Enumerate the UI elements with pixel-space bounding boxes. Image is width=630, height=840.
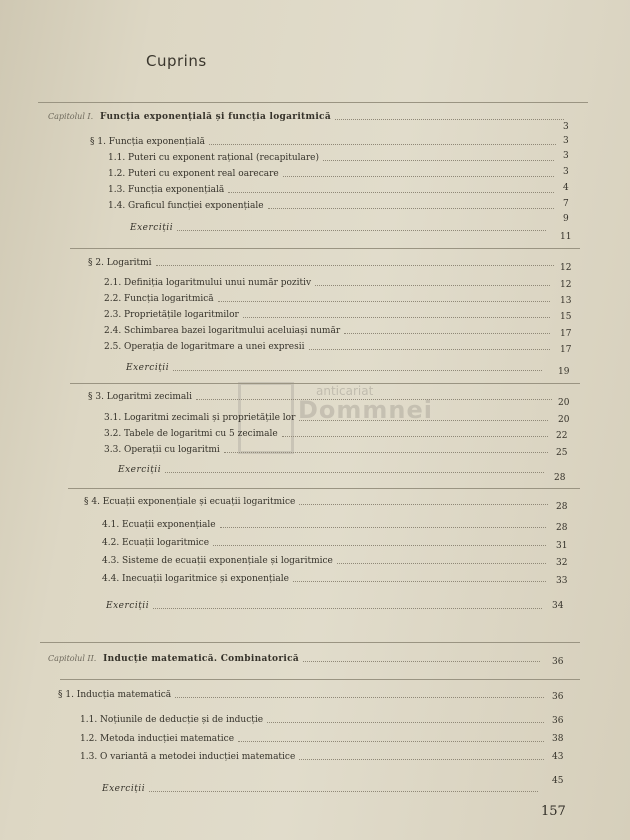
section-label: § 3. Logaritmi zecimali bbox=[88, 392, 193, 402]
divider bbox=[40, 642, 580, 643]
dot-leader bbox=[149, 791, 538, 792]
section-page-number: 36 bbox=[552, 692, 564, 702]
exercise-page-number: 11 bbox=[560, 232, 572, 242]
chapter-page-number: 3 bbox=[563, 122, 569, 132]
dot-leader bbox=[228, 192, 554, 193]
divider bbox=[70, 383, 580, 384]
dot-leader bbox=[293, 581, 546, 582]
exercise-page-number: 34 bbox=[552, 601, 564, 611]
dot-leader bbox=[344, 333, 550, 334]
divider bbox=[60, 679, 580, 680]
toc-item bbox=[80, 712, 548, 726]
toc-item bbox=[102, 517, 550, 531]
toc-exercise bbox=[102, 781, 542, 795]
toc-item bbox=[104, 410, 552, 424]
dot-leader bbox=[243, 317, 550, 318]
item-page-number: 4 bbox=[563, 183, 569, 193]
item-label: 1.1. Puteri cu exponent rațional (recapitulare) bbox=[108, 153, 320, 163]
item-label: 2.4. Schimbarea bazei logaritmului aceluiași număr bbox=[104, 326, 341, 336]
toc-item bbox=[104, 426, 552, 440]
dot-leader bbox=[299, 420, 548, 421]
item-page-number: 9 bbox=[563, 214, 569, 224]
toc-item bbox=[80, 749, 548, 763]
exercise-label: Exerciții bbox=[126, 363, 170, 373]
watermark-small-text: anticariat bbox=[316, 384, 374, 398]
dot-leader bbox=[315, 285, 550, 286]
toc-item bbox=[104, 323, 554, 337]
section-page-number: 3 bbox=[563, 136, 569, 146]
dot-leader bbox=[165, 472, 544, 473]
divider bbox=[70, 248, 580, 249]
item-page-number: 33 bbox=[556, 576, 568, 586]
item-label: 3.1. Logaritmi zecimali și proprietățile lor bbox=[104, 413, 296, 423]
toc-item bbox=[104, 442, 552, 456]
section-page-number: 12 bbox=[560, 263, 572, 273]
divider bbox=[68, 488, 580, 489]
dot-leader bbox=[224, 452, 548, 453]
toc-item bbox=[80, 731, 548, 745]
dot-leader bbox=[323, 160, 554, 161]
item-page-number: 31 bbox=[556, 541, 568, 551]
page-title: Cuprins bbox=[146, 52, 207, 70]
dot-leader bbox=[335, 119, 564, 120]
chapter-word: Capitolul II. bbox=[48, 654, 97, 663]
item-page-number: 43 bbox=[552, 752, 564, 762]
toc-item bbox=[102, 553, 550, 567]
toc-item bbox=[108, 150, 558, 164]
item-page-number: 36 bbox=[552, 716, 564, 726]
dot-leader bbox=[299, 759, 544, 760]
item-label: 2.5. Operația de logaritmare a unei expresii bbox=[104, 342, 305, 352]
item-page-number: 25 bbox=[556, 448, 568, 458]
toc-chapter-1 bbox=[48, 109, 568, 123]
dot-leader bbox=[153, 608, 542, 609]
dot-leader bbox=[156, 265, 554, 266]
item-page-number: 20 bbox=[558, 415, 570, 425]
chapter-page-number: 36 bbox=[552, 657, 564, 667]
item-page-number: 32 bbox=[556, 558, 568, 568]
dot-leader bbox=[337, 563, 546, 564]
dot-leader bbox=[218, 301, 550, 302]
section-page-number: 20 bbox=[558, 398, 570, 408]
item-page-number: 3 bbox=[563, 167, 569, 177]
chapter-title: Funcția exponențială și funcția logaritmică bbox=[100, 112, 331, 122]
item-page-number: 22 bbox=[556, 431, 568, 441]
page-folio-number: 157 bbox=[541, 804, 566, 819]
item-page-number: 12 bbox=[560, 280, 572, 290]
dot-leader bbox=[196, 399, 552, 400]
section-page-number: 28 bbox=[556, 502, 568, 512]
toc-section bbox=[58, 687, 548, 701]
item-label: 1.1. Noțiunile de deducție și de inducție bbox=[80, 715, 264, 725]
dot-leader bbox=[303, 661, 540, 662]
section-label: § 1. Inducția matematică bbox=[58, 690, 172, 700]
toc-section bbox=[84, 494, 552, 508]
item-label: 3.2. Tabele de logaritmi cu 5 zecimale bbox=[104, 429, 278, 439]
watermark-big-text: Dommnei bbox=[298, 396, 434, 424]
item-label: 2.1. Definiția logaritmului unui număr pozitiv bbox=[104, 278, 312, 288]
toc-exercise bbox=[130, 220, 550, 234]
dot-leader bbox=[220, 527, 546, 528]
item-page-number: 13 bbox=[560, 296, 572, 306]
item-page-number: 15 bbox=[560, 312, 572, 322]
dot-leader bbox=[213, 545, 546, 546]
exercise-label: Exerciții bbox=[106, 601, 150, 611]
toc-item bbox=[102, 535, 550, 549]
item-label: 1.2. Metoda inducției matematice bbox=[80, 734, 235, 744]
item-label: 2.2. Funcția logaritmică bbox=[104, 294, 214, 304]
dot-leader bbox=[175, 697, 544, 698]
dot-leader bbox=[309, 349, 550, 350]
toc-item bbox=[104, 291, 554, 305]
dot-leader bbox=[238, 741, 544, 742]
dot-leader bbox=[282, 436, 548, 437]
item-label: 1.3. Funcția exponențială bbox=[108, 185, 225, 195]
toc-item bbox=[108, 166, 558, 180]
toc-exercise bbox=[106, 598, 546, 612]
toc-item bbox=[108, 198, 558, 212]
item-page-number: 28 bbox=[556, 523, 568, 533]
exercise-label: Exerciții bbox=[130, 223, 174, 233]
item-label: 4.2. Ecuații logaritmice bbox=[102, 538, 210, 548]
section-label: § 2. Logaritmi bbox=[88, 258, 152, 268]
dot-leader bbox=[268, 208, 554, 209]
item-page-number: 3 bbox=[563, 151, 569, 161]
item-label: 2.3. Proprietățile logaritmilor bbox=[104, 310, 239, 320]
dot-leader bbox=[209, 144, 556, 145]
toc-item bbox=[108, 182, 558, 196]
toc-exercise bbox=[126, 360, 546, 374]
item-page-number: 38 bbox=[552, 734, 564, 744]
toc-exercise bbox=[118, 462, 548, 476]
section-label: § 1. Funcția exponențială bbox=[90, 137, 206, 147]
dot-leader bbox=[299, 504, 548, 505]
toc-chapter-2 bbox=[48, 651, 544, 665]
exercise-page-number: 19 bbox=[558, 367, 570, 377]
toc-item bbox=[104, 339, 554, 353]
item-page-number: 7 bbox=[563, 199, 569, 209]
item-label: 1.4. Graficul funcției exponențiale bbox=[108, 201, 264, 211]
section-label: § 4. Ecuații exponențiale și ecuații logaritmice bbox=[84, 497, 296, 507]
toc-section bbox=[90, 134, 560, 148]
item-label: 1.3. O variantă a metodei inducției matematice bbox=[80, 752, 296, 762]
item-label: 4.4. Inecuații logaritmice și exponențiale bbox=[102, 574, 289, 584]
toc-item bbox=[104, 307, 554, 321]
item-label: 3.3. Operații cu logaritmi bbox=[104, 445, 220, 455]
divider bbox=[38, 102, 588, 103]
chapter-word: Capitolul I. bbox=[48, 112, 94, 121]
item-page-number: 17 bbox=[560, 329, 572, 339]
toc-section bbox=[88, 389, 556, 403]
dot-leader bbox=[177, 230, 546, 231]
item-label: 1.2. Puteri cu exponent real oarecare bbox=[108, 169, 279, 179]
item-page-number: 17 bbox=[560, 345, 572, 355]
exercise-label: Exerciții bbox=[118, 465, 162, 475]
exercise-label: Exerciții bbox=[102, 784, 146, 794]
exercise-page-number: 28 bbox=[554, 473, 566, 483]
chapter-title: Inducție matematică. Combinatorică bbox=[103, 654, 300, 664]
toc-section bbox=[88, 255, 558, 269]
item-label: 4.1. Ecuații exponențiale bbox=[102, 520, 216, 530]
dot-leader bbox=[173, 370, 542, 371]
toc-item bbox=[104, 275, 554, 289]
exercise-page-number: 45 bbox=[552, 776, 564, 786]
toc-item bbox=[102, 571, 550, 585]
dot-leader bbox=[267, 722, 544, 723]
dot-leader bbox=[283, 176, 554, 177]
item-label: 4.3. Sisteme de ecuații exponențiale și logaritmice bbox=[102, 556, 333, 566]
